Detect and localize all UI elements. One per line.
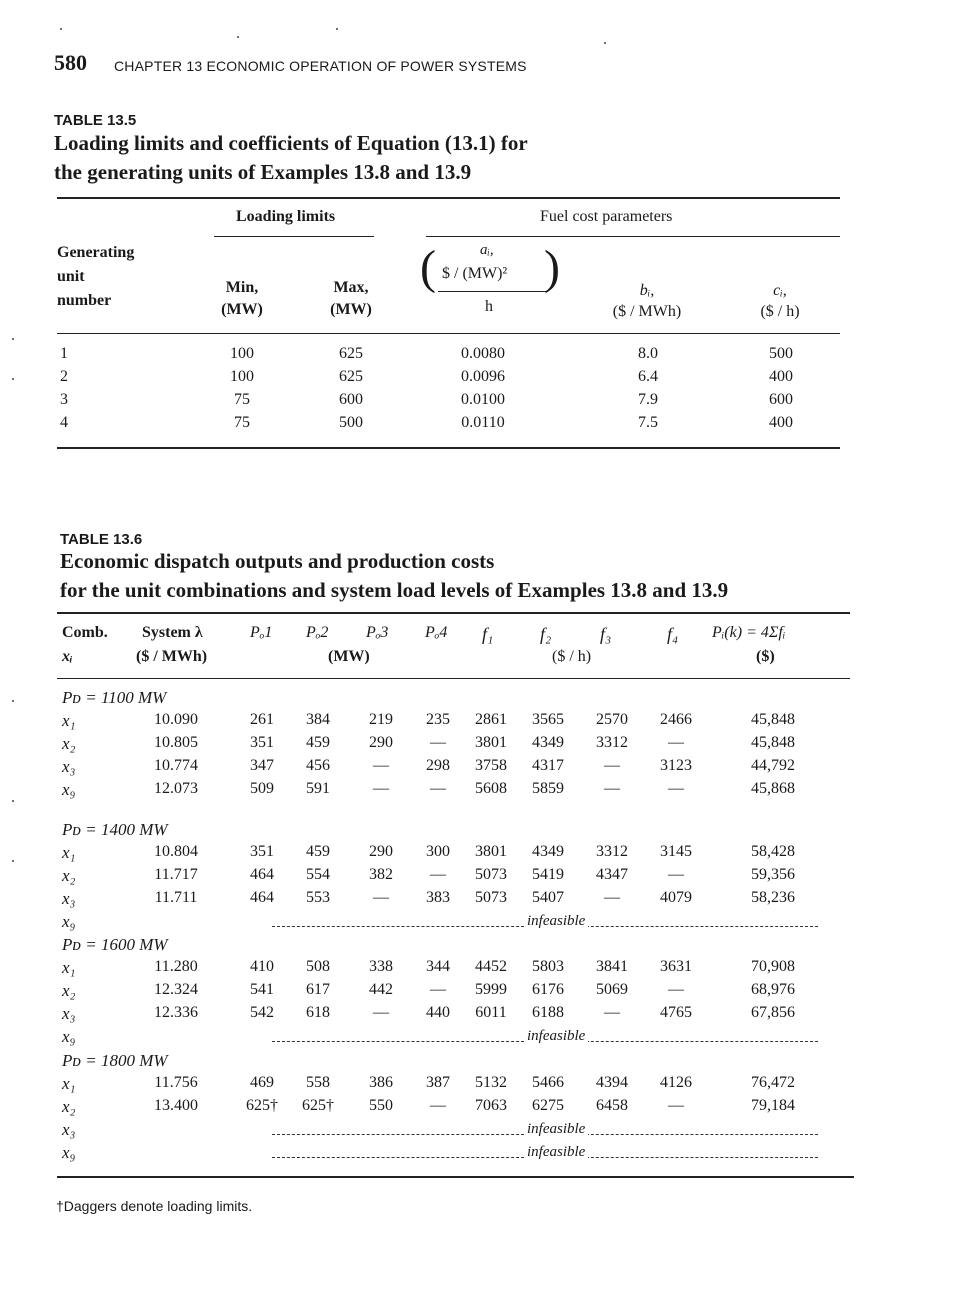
col-header-b-symbol: bᵢ, bbox=[639, 282, 655, 299]
table-bottom-rule bbox=[57, 1176, 854, 1178]
cell-pg4: — bbox=[430, 734, 446, 751]
cell-pg3: 550 bbox=[369, 1097, 393, 1114]
cell-system-lambda: 12.324 bbox=[154, 981, 198, 998]
col-header-c-unit: ($ / h) bbox=[760, 303, 800, 320]
cell-total-cost: 76,472 bbox=[751, 1074, 795, 1091]
row-combination: x₉ bbox=[62, 1143, 76, 1162]
col-header-b bbox=[604, 280, 690, 322]
col-header-total-unit: ($) bbox=[756, 648, 775, 665]
col-header-min bbox=[218, 277, 266, 321]
cell-pg1: 261 bbox=[250, 711, 274, 728]
cell-f1: 6011 bbox=[475, 1004, 507, 1021]
col-header-c bbox=[750, 280, 810, 322]
cell-f2: 6188 bbox=[532, 1004, 564, 1021]
cell-f3: 3312 bbox=[596, 843, 628, 860]
cell-f1: 5073 bbox=[475, 889, 507, 906]
cell-f3: 4347 bbox=[596, 866, 628, 883]
caption-line-1: Loading limits and coefficients of Equation (13.1) for bbox=[54, 131, 528, 155]
cell-f2: 4317 bbox=[532, 757, 564, 774]
cell-c: 500 bbox=[769, 345, 793, 362]
scan-speck bbox=[604, 42, 606, 44]
col-header-lambda: System λ bbox=[142, 624, 203, 641]
col-header-unit bbox=[57, 241, 134, 313]
cell-max: 625 bbox=[339, 345, 363, 362]
row-combination: x₁ bbox=[62, 958, 76, 977]
col-header-f4: f₄ bbox=[667, 624, 679, 644]
cell-max: 600 bbox=[339, 391, 363, 408]
cell-f1: 5073 bbox=[475, 866, 507, 883]
cell-system-lambda: 11.756 bbox=[154, 1074, 198, 1091]
load-level-label: Pᴅ = 1400 MW bbox=[62, 820, 168, 839]
cell-f1: 2861 bbox=[475, 711, 507, 728]
row-combination: x₂ bbox=[62, 734, 76, 753]
cell-total-cost: 79,184 bbox=[751, 1097, 795, 1114]
cell-f1: 3801 bbox=[475, 843, 507, 860]
cell-c: 400 bbox=[769, 414, 793, 431]
cell-pg1: 509 bbox=[250, 780, 274, 797]
cell-pg2: 459 bbox=[306, 843, 330, 860]
col-header-mw-unit: (MW) bbox=[328, 648, 370, 665]
col-header-a-symbol: aᵢ, bbox=[480, 242, 494, 258]
cell-b: 7.5 bbox=[638, 414, 658, 431]
cell-pg2: 554 bbox=[306, 866, 330, 883]
cell-pg1: 351 bbox=[250, 843, 274, 860]
cell-system-lambda: 11.717 bbox=[154, 866, 198, 883]
cell-min: 75 bbox=[234, 414, 250, 431]
col-header-pg4: Pₒ4 bbox=[425, 624, 448, 641]
cell-pg3: 382 bbox=[369, 866, 393, 883]
cell-a: 0.0080 bbox=[461, 345, 505, 362]
cell-total-cost: 45,868 bbox=[751, 780, 795, 797]
cell-pg2: 459 bbox=[306, 734, 330, 751]
cell-pg1: 410 bbox=[250, 958, 274, 975]
cell-f3: 4394 bbox=[596, 1074, 628, 1091]
scan-speck bbox=[12, 378, 14, 380]
cell-pg3: 290 bbox=[369, 734, 393, 751]
cell-unit: 1 bbox=[60, 345, 68, 362]
col-header-unit-line3: number bbox=[57, 292, 112, 309]
header-bottom-rule bbox=[57, 678, 850, 679]
cell-pg2: 456 bbox=[306, 757, 330, 774]
caption-line-2: for the unit combinations and system load levels of Examples 13.8 and 13.9 bbox=[60, 578, 729, 602]
cell-system-lambda: 10.090 bbox=[154, 711, 198, 728]
cell-pg4: 387 bbox=[426, 1074, 450, 1091]
cell-pg3: — bbox=[373, 780, 389, 797]
cell-c: 400 bbox=[769, 368, 793, 385]
cell-total-cost: 67,856 bbox=[751, 1004, 795, 1021]
cell-a: 0.0096 bbox=[461, 368, 505, 385]
cell-f2: 3565 bbox=[532, 711, 564, 728]
cell-f2: 6176 bbox=[532, 981, 564, 998]
cell-pg4: — bbox=[430, 1097, 446, 1114]
table-top-rule bbox=[57, 612, 850, 614]
cell-pg3: 338 bbox=[369, 958, 393, 975]
cell-f4: 2466 bbox=[660, 711, 692, 728]
row-combination: x₉ bbox=[62, 780, 76, 799]
cell-pg1: 625† bbox=[246, 1097, 278, 1114]
col-header-b-unit: ($ / MWh) bbox=[612, 303, 682, 320]
cell-f1: 4452 bbox=[475, 958, 507, 975]
cell-system-lambda: 12.336 bbox=[154, 1004, 198, 1021]
scan-speck bbox=[60, 28, 62, 30]
scan-speck bbox=[12, 800, 14, 802]
cell-min: 100 bbox=[230, 368, 254, 385]
cell-f2: 5803 bbox=[532, 958, 564, 975]
table-bottom-rule bbox=[57, 447, 840, 449]
col-header-f3: f₃ bbox=[600, 624, 612, 644]
col-header-f-unit: ($ / h) bbox=[552, 648, 592, 665]
col-header-unit-line1: Generating bbox=[57, 244, 135, 261]
row-combination: x₂ bbox=[62, 981, 76, 1000]
cell-pg3: 290 bbox=[369, 843, 393, 860]
cell-pg4: 298 bbox=[426, 757, 450, 774]
cell-f1: 3801 bbox=[475, 734, 507, 751]
cell-pg2: 558 bbox=[306, 1074, 330, 1091]
cell-f4: 4765 bbox=[660, 1004, 692, 1021]
cell-f3: 3841 bbox=[596, 958, 628, 975]
cell-total-cost: 58,236 bbox=[751, 889, 795, 906]
load-level-label: Pᴅ = 1800 MW bbox=[62, 1051, 168, 1070]
cell-min: 100 bbox=[230, 345, 254, 362]
col-header-f1: f₁ bbox=[482, 624, 494, 644]
cell-unit: 3 bbox=[60, 391, 68, 408]
cell-pg3: — bbox=[373, 1004, 389, 1021]
col-header-total: Pᵢ(k) = 4Σfᵢ bbox=[712, 624, 786, 641]
table-13-6-caption bbox=[60, 547, 728, 605]
cell-unit: 2 bbox=[60, 368, 68, 385]
cell-f4: 4079 bbox=[660, 889, 692, 906]
fraction-bar bbox=[438, 291, 546, 292]
cell-system-lambda: 10.774 bbox=[154, 757, 198, 774]
cell-f4: — bbox=[668, 734, 684, 751]
scan-speck bbox=[336, 28, 338, 30]
scan-speck bbox=[12, 860, 14, 862]
cell-f3: 2570 bbox=[596, 711, 628, 728]
cell-pg1: 469 bbox=[250, 1074, 274, 1091]
cell-pg4: 300 bbox=[426, 843, 450, 860]
cell-total-cost: 58,428 bbox=[751, 843, 795, 860]
table-13-5-label: TABLE 13.5 bbox=[54, 112, 137, 129]
cell-f2: 5859 bbox=[532, 780, 564, 797]
cell-pg1: 347 bbox=[250, 757, 274, 774]
cell-system-lambda: 10.805 bbox=[154, 734, 198, 751]
scan-speck bbox=[12, 700, 14, 702]
cell-max: 500 bbox=[339, 414, 363, 431]
cell-f1: 3758 bbox=[475, 757, 507, 774]
cell-f4: — bbox=[668, 780, 684, 797]
row-combination: x₁ bbox=[62, 711, 76, 730]
cell-f4: — bbox=[668, 1097, 684, 1114]
cell-f4: 4126 bbox=[660, 1074, 692, 1091]
cell-f3: — bbox=[604, 1004, 620, 1021]
col-header-comb-sub: xᵢ bbox=[62, 648, 73, 665]
cell-total-cost: 45,848 bbox=[751, 734, 795, 751]
row-combination: x₃ bbox=[62, 1120, 76, 1139]
cell-system-lambda: 12.073 bbox=[154, 780, 198, 797]
group-header-loading-limits: Loading limits bbox=[236, 208, 336, 225]
caption-line-1: Economic dispatch outputs and production costs bbox=[60, 549, 495, 573]
cell-pg4: 235 bbox=[426, 711, 450, 728]
cell-pg1: 464 bbox=[250, 866, 274, 883]
col-header-max-line1: Max, bbox=[333, 279, 369, 296]
cell-a: 0.0110 bbox=[461, 414, 505, 431]
cell-b: 7.9 bbox=[638, 391, 658, 408]
group-rule-fuel bbox=[426, 236, 840, 237]
cell-f4: 3123 bbox=[660, 757, 692, 774]
cell-system-lambda: 11.711 bbox=[154, 889, 198, 906]
cell-pg2: 508 bbox=[306, 958, 330, 975]
cell-pg1: 541 bbox=[250, 981, 274, 998]
cell-f3: — bbox=[604, 780, 620, 797]
cell-pg4: — bbox=[430, 780, 446, 797]
cell-f3: — bbox=[604, 757, 620, 774]
cell-system-lambda: 10.804 bbox=[154, 843, 198, 860]
col-header-c-symbol: cᵢ, bbox=[773, 282, 787, 299]
cell-f4: 3145 bbox=[660, 843, 692, 860]
cell-f1: 5608 bbox=[475, 780, 507, 797]
group-rule-loading bbox=[214, 236, 374, 237]
col-header-min-line1: Min, bbox=[225, 279, 259, 296]
infeasible-label: infeasible bbox=[524, 1144, 588, 1161]
cell-f4: — bbox=[668, 866, 684, 883]
col-header-max-line2: (MW) bbox=[330, 301, 372, 318]
cell-f4: 3631 bbox=[660, 958, 692, 975]
group-header-fuel-cost: Fuel cost parameters bbox=[540, 208, 673, 225]
row-combination: x₃ bbox=[62, 1004, 76, 1023]
cell-f3: 5069 bbox=[596, 981, 628, 998]
caption-line-2: the generating units of Examples 13.8 and 13.9 bbox=[54, 160, 472, 184]
infeasible-label: infeasible bbox=[524, 913, 588, 930]
cell-pg4: 344 bbox=[426, 958, 450, 975]
cell-f1: 7063 bbox=[475, 1097, 507, 1114]
cell-pg2: 618 bbox=[306, 1004, 330, 1021]
col-header-pg2: Pₒ2 bbox=[306, 624, 329, 641]
col-header-a-denominator: h bbox=[485, 298, 493, 315]
cell-pg1: 542 bbox=[250, 1004, 274, 1021]
col-header-unit-line2: unit bbox=[57, 268, 85, 285]
cell-pg4: 383 bbox=[426, 889, 450, 906]
load-level-label: Pᴅ = 1100 MW bbox=[62, 688, 167, 707]
col-header-lambda-unit: ($ / MWh) bbox=[136, 648, 208, 665]
row-combination: x₃ bbox=[62, 757, 76, 776]
cell-total-cost: 45,848 bbox=[751, 711, 795, 728]
cell-b: 6.4 bbox=[638, 368, 658, 385]
right-paren: ) bbox=[544, 241, 560, 294]
cell-pg3: 219 bbox=[369, 711, 393, 728]
cell-pg2: 617 bbox=[306, 981, 330, 998]
load-level-label: Pᴅ = 1600 MW bbox=[62, 935, 168, 954]
cell-pg4: — bbox=[430, 866, 446, 883]
cell-b: 8.0 bbox=[638, 345, 658, 362]
cell-f3: — bbox=[604, 889, 620, 906]
left-paren: ( bbox=[420, 241, 436, 294]
col-header-pg1: Pₒ1 bbox=[250, 624, 273, 641]
cell-f2: 4349 bbox=[532, 843, 564, 860]
cell-pg1: 351 bbox=[250, 734, 274, 751]
cell-pg3: 386 bbox=[369, 1074, 393, 1091]
cell-min: 75 bbox=[234, 391, 250, 408]
cell-f1: 5132 bbox=[475, 1074, 507, 1091]
cell-pg4: 440 bbox=[426, 1004, 450, 1021]
cell-pg3: — bbox=[373, 889, 389, 906]
cell-f3: 6458 bbox=[596, 1097, 628, 1114]
cell-f2: 4349 bbox=[532, 734, 564, 751]
table-13-5-caption bbox=[54, 129, 528, 187]
cell-pg2: 553 bbox=[306, 889, 330, 906]
cell-f2: 5419 bbox=[532, 866, 564, 883]
cell-unit: 4 bbox=[60, 414, 68, 431]
col-header-pg3: Pₒ3 bbox=[366, 624, 389, 641]
cell-a: 0.0100 bbox=[461, 391, 505, 408]
cell-total-cost: 44,792 bbox=[751, 757, 795, 774]
chapter-heading: CHAPTER 13 ECONOMIC OPERATION OF POWER SYSTEMS bbox=[114, 58, 527, 74]
table-13-6-label: TABLE 13.6 bbox=[60, 531, 143, 548]
header-bottom-rule bbox=[57, 333, 840, 334]
table-top-rule bbox=[57, 197, 840, 199]
col-header-max bbox=[326, 277, 376, 321]
cell-f2: 5466 bbox=[532, 1074, 564, 1091]
scan-speck bbox=[237, 36, 239, 38]
cell-max: 625 bbox=[339, 368, 363, 385]
cell-f3: 3312 bbox=[596, 734, 628, 751]
col-header-a-numerator: $ / (MW)² bbox=[442, 265, 508, 282]
cell-pg2: 384 bbox=[306, 711, 330, 728]
cell-pg2: 591 bbox=[306, 780, 330, 797]
row-combination: x₃ bbox=[62, 889, 76, 908]
cell-total-cost: 68,976 bbox=[751, 981, 795, 998]
cell-f4: — bbox=[668, 981, 684, 998]
cell-total-cost: 59,356 bbox=[751, 866, 795, 883]
col-header-min-line2: (MW) bbox=[221, 301, 263, 318]
footnote: †Daggers denote loading limits. bbox=[56, 1198, 253, 1214]
row-combination: x₉ bbox=[62, 912, 76, 931]
infeasible-label: infeasible bbox=[524, 1028, 588, 1045]
row-combination: x₁ bbox=[62, 1074, 76, 1093]
col-header-comb: Comb. bbox=[62, 624, 108, 641]
infeasible-label: infeasible bbox=[524, 1121, 588, 1138]
cell-pg2: 625† bbox=[302, 1097, 334, 1114]
row-combination: x₂ bbox=[62, 1097, 76, 1116]
cell-f2: 6275 bbox=[532, 1097, 564, 1114]
cell-system-lambda: 11.280 bbox=[154, 958, 198, 975]
cell-pg1: 464 bbox=[250, 889, 274, 906]
row-combination: x₁ bbox=[62, 843, 76, 862]
cell-f1: 5999 bbox=[475, 981, 507, 998]
cell-f2: 5407 bbox=[532, 889, 564, 906]
cell-pg4: — bbox=[430, 981, 446, 998]
cell-pg3: — bbox=[373, 757, 389, 774]
col-header-f2: f₂ bbox=[540, 624, 552, 644]
row-combination: x₉ bbox=[62, 1027, 76, 1046]
cell-pg3: 442 bbox=[369, 981, 393, 998]
cell-system-lambda: 13.400 bbox=[154, 1097, 198, 1114]
row-combination: x₂ bbox=[62, 866, 76, 885]
cell-total-cost: 70,908 bbox=[751, 958, 795, 975]
scan-speck bbox=[12, 338, 14, 340]
page-number: 580 bbox=[54, 50, 87, 75]
cell-c: 600 bbox=[769, 391, 793, 408]
